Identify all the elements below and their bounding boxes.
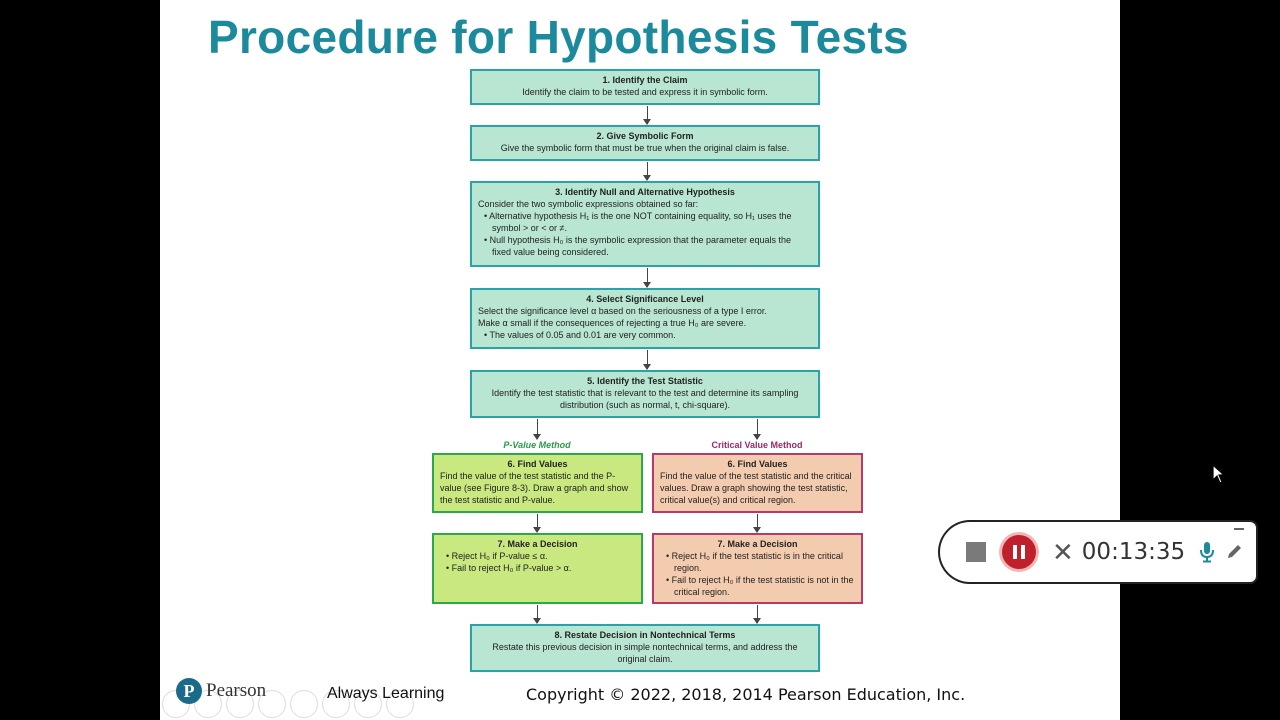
arrow: [537, 419, 538, 439]
step-3-bullet-null: • Null hypothesis H₀ is the symbolic expression that the parameter equals the fixed value being considered.: [484, 235, 792, 257]
critical-step-6-text: Find the value of the test statistic and the critical values. Draw a graph showing the test statistic, critical value(s) and critical region.: [660, 471, 852, 505]
step-8-box: [470, 624, 820, 672]
critical-step-7-fail-to-reject: • Fail to reject H₀ if the test statistic is not in the critical region.: [666, 575, 854, 597]
recording-toolbar: [940, 522, 1256, 582]
slide-title: Procedure for Hypothesis Tests: [208, 11, 909, 63]
footer-copyright: Copyright © 2022, 2018, 2014 Pearson Education, Inc.: [526, 685, 966, 704]
pvalue-step-6-text: Find the value of the test statistic and the P-value (see Figure 8-3). Draw a graph and show the test statistic and P-value.: [440, 471, 629, 505]
step-4-line-2: Make α small if the consequences of rejecting a true H₀ are severe.: [478, 318, 747, 328]
critical-step-7-box: [652, 533, 863, 604]
pvalue-step-7-fail-to-reject: • Fail to reject H₀ if P-value > α.: [446, 563, 572, 573]
critical-step-7-reject: • Reject H₀ if the test statistic is in the critical region.: [666, 551, 843, 573]
minimize-icon[interactable]: [1234, 528, 1244, 530]
arrow: [647, 350, 648, 369]
pvalue-step-7-heading: 7. Make a Decision: [497, 539, 578, 549]
step-5-heading: 5. Identify the Test Statistic: [587, 376, 703, 386]
arrow: [757, 605, 758, 623]
pvalue-step-7-box: [432, 533, 643, 604]
critical-step-6-heading: 6. Find Values: [727, 459, 788, 469]
step-5-box: [470, 370, 820, 418]
microphone-icon[interactable]: [1199, 541, 1215, 563]
critical-step-7-heading: 7. Make a Decision: [717, 539, 798, 549]
step-2-box: [470, 125, 820, 161]
mouse-cursor-icon: [1212, 464, 1226, 484]
step-2-text: Give the symbolic form that must be true when the original claim is false.: [500, 143, 790, 153]
pearson-wordmark: Pearson: [206, 680, 267, 701]
step-3-heading: 3. Identify Null and Alternative Hypothesis: [555, 187, 735, 197]
arrow: [647, 106, 648, 124]
pause-icon[interactable]: [1002, 535, 1036, 569]
step-2-heading: 2. Give Symbolic Form: [596, 131, 694, 141]
close-icon[interactable]: ✕: [1052, 537, 1074, 567]
pvalue-step-7-reject: • Reject H₀ if P-value ≤ α.: [446, 551, 548, 561]
step-3-bullet-alternative: • Alternative hypothesis H₁ is the one NOT containing equality, so H₁ uses the symbol > or < or ≠.: [484, 211, 792, 233]
critical-step-6-box: [652, 453, 863, 513]
pen-icon[interactable]: [1225, 543, 1243, 561]
step-4-bullet: • The values of 0.05 and 0.01 are very common.: [484, 330, 676, 340]
arrow: [537, 514, 538, 532]
step-4-box: [470, 288, 820, 349]
step-4-line-1: Select the significance level α based on the seriousness of a type I error.: [478, 306, 767, 316]
step-8-text: Restate this previous decision in simple nontechnical terms, and address the original claim.: [492, 642, 798, 664]
pvalue-step-6-box: [432, 453, 643, 513]
step-8-heading: 8. Restate Decision in Nontechnical Terms: [554, 630, 736, 640]
pearson-p-icon: P: [176, 678, 202, 704]
footer-tagline: Always Learning: [327, 685, 445, 702]
arrow: [647, 162, 648, 180]
step-3-box: [470, 181, 820, 267]
pvalue-step-6-heading: 6. Find Values: [507, 459, 568, 469]
step-1-box: [470, 69, 820, 105]
slide: [160, 0, 1120, 720]
critical-value-method-label: Critical Value Method: [711, 440, 803, 450]
p-value-method-label: P-Value Method: [503, 440, 571, 450]
arrow: [537, 605, 538, 623]
step-5-text: Identify the test statistic that is relevant to the test and determine its sampling distribution (such as normal, t, chi-square).: [491, 388, 799, 410]
arrow: [647, 268, 648, 287]
arrow: [757, 419, 758, 439]
step-4-heading: 4. Select Significance Level: [586, 294, 704, 304]
step-1-text: Identify the claim to be tested and express it in symbolic form.: [522, 87, 768, 97]
recording-timer: 00:13:35: [1081, 539, 1186, 565]
step-1-heading: 1. Identify the Claim: [602, 75, 688, 85]
arrow: [757, 514, 758, 532]
stop-icon[interactable]: [966, 542, 986, 562]
zoom-icon[interactable]: [290, 690, 318, 718]
step-3-intro: Consider the two symbolic expressions obtained so far:: [478, 199, 699, 209]
pearson-logo: [176, 678, 266, 704]
